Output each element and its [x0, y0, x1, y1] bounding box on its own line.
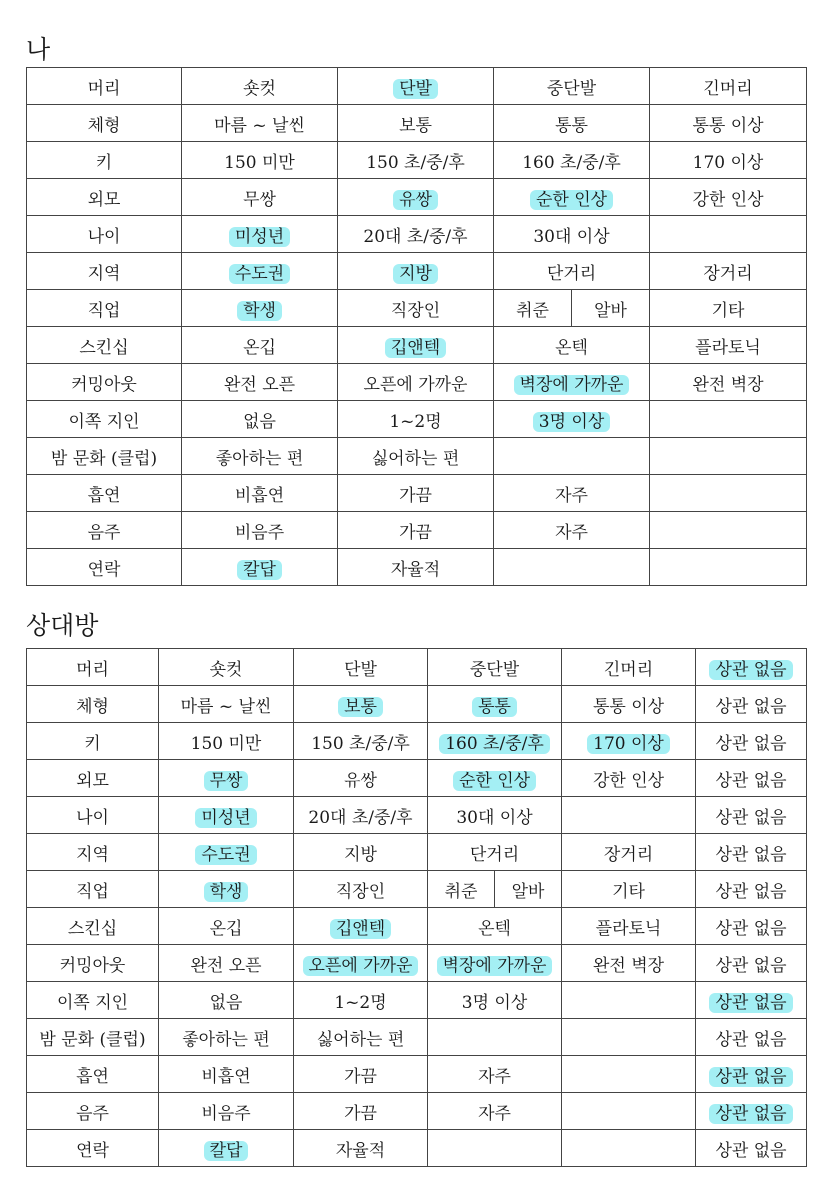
me-option-text: 유쌍	[393, 190, 438, 210]
me-option-cell	[338, 364, 494, 401]
me-row	[27, 549, 807, 586]
me-row-label: 이쪽 지인	[27, 401, 182, 438]
me-option-text: 완전 벽장	[692, 374, 764, 395]
me-option-cell	[338, 179, 494, 216]
partner-row-label: 흡연	[27, 1056, 159, 1093]
partner-option-text: 가끔	[344, 1103, 377, 1124]
partner-option-cell	[562, 908, 696, 945]
section-title-me: 나	[26, 35, 51, 64]
partner-option-cell	[428, 1019, 562, 1056]
partner-row	[27, 649, 807, 686]
partner-option-text: 없음	[209, 992, 243, 1013]
partner-option-cell	[159, 649, 294, 686]
partner-option-text: 오픈에 가까운	[303, 956, 419, 976]
partner-option-text: 강한 인상	[592, 770, 665, 791]
partner-option-cell	[294, 945, 428, 982]
me-option-cell	[494, 68, 650, 105]
me-option-cell	[182, 438, 338, 475]
partner-option-cell	[428, 797, 562, 834]
partner-option-text: 마름 ~ 날씬	[180, 696, 272, 717]
me-option-cell	[182, 512, 338, 549]
partner-row-label: 나이	[27, 797, 159, 834]
partner-row	[27, 686, 807, 723]
me-option-text: 자주	[555, 485, 588, 506]
partner-option-text: 깁앤텍	[330, 919, 391, 939]
me-row-label: 체형	[27, 105, 182, 142]
partner-option-cell	[294, 982, 428, 1019]
me-option-text: 플라토닉	[695, 337, 761, 358]
partner-row	[27, 797, 807, 834]
me-option-cell	[338, 290, 494, 327]
me-option-cell	[338, 142, 494, 179]
partner-row-label: 키	[27, 723, 159, 760]
me-option-cell	[650, 327, 807, 364]
partner-option-cell	[294, 908, 428, 945]
partner-option-cell	[696, 1019, 807, 1056]
partner-option-cell	[428, 1093, 562, 1130]
me-row	[27, 253, 807, 290]
me-option-text: 통통	[555, 115, 588, 136]
partner-option-text: 자율적	[335, 1140, 386, 1161]
partner-option-cell	[696, 760, 807, 797]
partner-option-text: 장거리	[603, 844, 654, 865]
partner-option-text: 싫어하는 편	[316, 1029, 405, 1050]
me-row-label: 연락	[27, 549, 182, 586]
partner-option-text: 상관 없음	[715, 807, 787, 828]
partner-option-cell	[159, 686, 294, 723]
me-option-cell	[494, 401, 650, 438]
me-option-cell	[182, 475, 338, 512]
partner-option-cell	[696, 797, 807, 834]
me-option-cell	[494, 105, 650, 142]
me-row-label: 흡연	[27, 475, 182, 512]
partner-option-text: 비흡연	[201, 1066, 251, 1087]
partner-option-text: 30대 이상	[456, 807, 533, 828]
partner-option-text: 가끔	[344, 1066, 377, 1087]
partner-row-label: 밤 문화 (클럽)	[27, 1019, 159, 1056]
partner-row-label: 체형	[27, 686, 159, 723]
me-option-cell	[494, 179, 650, 216]
partner-option-cell	[159, 797, 294, 834]
partner-option-cell	[428, 686, 562, 723]
partner-option-cell	[294, 1056, 428, 1093]
partner-option-cell	[159, 1056, 294, 1093]
me-option-text: 단발	[393, 79, 438, 99]
me-option-text: 20대 초/중/후	[363, 226, 468, 247]
my-preferences-table	[26, 67, 807, 586]
me-option-cell	[182, 253, 338, 290]
partner-option-text: 자주	[478, 1066, 511, 1087]
partner-row-label: 음주	[27, 1093, 159, 1130]
me-option-text: 비음주	[234, 522, 285, 543]
partner-row	[27, 834, 807, 871]
partner-option-text: 150 초/중/후	[311, 733, 410, 754]
me-option-cell	[650, 438, 807, 475]
me-option-cell	[650, 549, 807, 586]
me-option-text: 완전 오픈	[223, 374, 296, 395]
me-option-text: 수도권	[229, 264, 290, 284]
partner-option-cell	[428, 723, 562, 760]
partner-option-cell	[159, 1093, 294, 1130]
me-option-text: 좋아하는 편	[215, 448, 304, 469]
partner-preferences-table	[26, 648, 807, 1167]
partner-option-text: 20대 초/중/후	[308, 807, 413, 828]
partner-option-cell	[294, 760, 428, 797]
partner-row-label: 커밍아웃	[27, 945, 159, 982]
me-row	[27, 512, 807, 549]
partner-row-label: 외모	[27, 760, 159, 797]
me-row	[27, 216, 807, 253]
partner-option-cell	[159, 834, 294, 871]
me-option-text: 무쌍	[243, 189, 276, 210]
partner-option-text: 좋아하는 편	[182, 1029, 270, 1050]
partner-option-text: 수도권	[195, 845, 256, 865]
me-row	[27, 364, 807, 401]
partner-row	[27, 945, 807, 982]
partner-option-cell	[562, 982, 696, 1019]
partner-option-cell	[562, 723, 696, 760]
me-option-text: 단거리	[546, 263, 597, 284]
me-option-cell	[338, 105, 494, 142]
partner-option-text: 자주	[478, 1103, 511, 1124]
partner-row-label: 지역	[27, 834, 159, 871]
partner-option-cell	[562, 945, 696, 982]
partner-option-text: 순한 인상	[453, 771, 536, 791]
me-option-cell	[182, 327, 338, 364]
partner-row	[27, 1093, 807, 1130]
me-option-cell	[182, 364, 338, 401]
partner-option-text: 지방	[344, 844, 377, 865]
partner-option-cell	[696, 1056, 807, 1093]
me-option-cell	[494, 512, 650, 549]
me-option-cell	[650, 68, 807, 105]
me-option-cell	[650, 290, 807, 327]
me-option-text: 온텍	[555, 337, 588, 358]
me-row-label: 나이	[27, 216, 182, 253]
me-option-text: 마름 ~ 날씬	[214, 115, 305, 136]
me-option-cell	[650, 253, 807, 290]
partner-option-cell	[696, 945, 807, 982]
partner-option-text: 상관 없음	[715, 844, 787, 865]
partner-option-text: 3명 이상	[461, 992, 528, 1013]
partner-option-text: 상관 없음	[715, 733, 787, 754]
partner-option-cell	[294, 797, 428, 834]
me-row	[27, 475, 807, 512]
me-option-text: 강한 인상	[692, 189, 764, 210]
me-option-cell	[338, 438, 494, 475]
partner-option-text: 비음주	[201, 1103, 251, 1124]
partner-option-text: 상관 없음	[715, 918, 787, 939]
partner-option-text: 상관 없음	[709, 1104, 792, 1124]
me-row-label: 직업	[27, 290, 182, 327]
partner-option-text: 상관 없음	[715, 770, 787, 791]
me-option-text: 160 초/중/후	[522, 152, 621, 173]
me-option-cell	[650, 105, 807, 142]
partner-row	[27, 760, 807, 797]
me-option-text: 중단발	[546, 78, 597, 99]
partner-option-text: 상관 없음	[715, 696, 787, 717]
me-row-label: 스킨십	[27, 327, 182, 364]
partner-option-text: 단거리	[469, 844, 520, 865]
partner-option-cell	[428, 834, 562, 871]
me-option-cell	[494, 438, 650, 475]
me-option-text: 숏컷	[243, 78, 276, 99]
me-option-text: 직장인	[390, 300, 441, 321]
partner-option-text: 무쌍	[204, 771, 249, 791]
partner-option-cell	[696, 649, 807, 686]
me-option-cell	[182, 105, 338, 142]
me-option-cell	[182, 68, 338, 105]
me-option-text: 3명 이상	[533, 412, 611, 432]
me-row-label: 밤 문화 (클럽)	[27, 438, 182, 475]
me-option-cell	[182, 142, 338, 179]
partner-row	[27, 723, 807, 760]
partner-option-text: 취준	[444, 881, 478, 902]
me-option-cell	[494, 142, 650, 179]
partner-option-text: 상관 없음	[715, 955, 787, 976]
partner-option-cell	[696, 834, 807, 871]
me-option-cell	[338, 549, 494, 586]
partner-option-cell	[562, 797, 696, 834]
me-option-cell	[338, 401, 494, 438]
me-option-text: 자율적	[390, 559, 441, 580]
me-option-text: 보통	[399, 115, 432, 136]
partner-row	[27, 1019, 807, 1056]
me-option-cell	[338, 253, 494, 290]
partner-option-cell	[696, 723, 807, 760]
partner-option-text: 완전 오픈	[190, 955, 262, 976]
me-option-cell	[338, 475, 494, 512]
me-option-cell	[494, 290, 650, 327]
partner-option-text: 단발	[344, 659, 377, 680]
partner-option-cell	[294, 1093, 428, 1130]
section-title-partner: 상대방	[26, 611, 99, 640]
partner-option-cell	[159, 945, 294, 982]
me-option-cell	[650, 475, 807, 512]
partner-option-cell	[428, 1130, 562, 1167]
partner-option-cell	[428, 871, 562, 908]
partner-row-label: 연락	[27, 1130, 159, 1167]
me-option-text: 온깁	[243, 337, 276, 358]
me-option-text: 싫어하는 편	[371, 448, 460, 469]
me-option-cell	[494, 364, 650, 401]
partner-option-cell	[562, 1056, 696, 1093]
partner-option-cell	[294, 834, 428, 871]
partner-option-text: 온텍	[478, 918, 511, 939]
me-option-text: 장거리	[703, 263, 753, 284]
me-option-cell	[494, 253, 650, 290]
partner-option-cell	[159, 723, 294, 760]
partner-option-cell	[294, 649, 428, 686]
partner-option-text: 기타	[612, 881, 645, 902]
me-option-cell	[182, 290, 338, 327]
partner-row	[27, 1056, 807, 1093]
me-option-cell	[338, 512, 494, 549]
me-row	[27, 401, 807, 438]
me-option-cell	[182, 179, 338, 216]
partner-row-label: 직업	[27, 871, 159, 908]
partner-option-cell	[294, 871, 428, 908]
partner-option-text: 학생	[204, 882, 249, 902]
me-option-text: 미성년	[229, 227, 290, 247]
me-row	[27, 438, 807, 475]
me-row-label: 음주	[27, 512, 182, 549]
partner-option-text: 온깁	[209, 918, 243, 939]
partner-row	[27, 908, 807, 945]
partner-option-text: 상관 없음	[715, 1029, 787, 1050]
partner-option-cell	[294, 686, 428, 723]
me-option-text: 가끔	[399, 485, 432, 506]
partner-option-text: 상관 없음	[709, 660, 792, 680]
partner-option-text: 상관 없음	[715, 881, 787, 902]
partner-option-cell	[696, 686, 807, 723]
me-option-text: 자주	[555, 522, 588, 543]
me-option-cell	[494, 549, 650, 586]
partner-option-cell	[562, 1093, 696, 1130]
me-option-text: 가끔	[399, 522, 432, 543]
partner-row	[27, 871, 807, 908]
me-option-cell	[650, 216, 807, 253]
partner-option-cell	[428, 908, 562, 945]
me-option-cell	[338, 68, 494, 105]
partner-row-label: 머리	[27, 649, 159, 686]
me-option-cell	[650, 512, 807, 549]
me-option-cell	[494, 327, 650, 364]
partner-option-cell	[696, 908, 807, 945]
partner-option-text: 알바	[511, 881, 545, 902]
me-option-text: 기타	[711, 300, 745, 321]
partner-option-cell	[159, 1130, 294, 1167]
partner-option-text: 직장인	[335, 881, 386, 902]
partner-row-label: 이쪽 지인	[27, 982, 159, 1019]
me-option-cell	[338, 327, 494, 364]
partner-option-text: 중단발	[469, 659, 520, 680]
me-row	[27, 68, 807, 105]
partner-option-text: 숏컷	[209, 659, 243, 680]
partner-option-cell	[696, 982, 807, 1019]
partner-option-cell	[696, 1093, 807, 1130]
partner-option-cell	[562, 686, 696, 723]
me-option-text: 통통 이상	[692, 115, 764, 136]
me-option-text: 지방	[393, 264, 438, 284]
me-option-cell	[182, 216, 338, 253]
me-option-text: 오픈에 가까운	[363, 374, 468, 395]
me-option-text: 알바	[594, 300, 627, 321]
me-option-cell	[182, 401, 338, 438]
me-row	[27, 142, 807, 179]
partner-option-text: 긴머리	[603, 659, 654, 680]
me-row	[27, 290, 807, 327]
partner-option-text: 1~2명	[334, 992, 387, 1013]
partner-option-text: 칼답	[204, 1141, 249, 1161]
partner-row	[27, 1130, 807, 1167]
me-row	[27, 105, 807, 142]
me-option-text: 순한 인상	[530, 190, 613, 210]
partner-option-cell	[428, 1056, 562, 1093]
partner-option-cell	[562, 1019, 696, 1056]
me-option-text: 150 초/중/후	[366, 152, 465, 173]
me-option-cell	[494, 475, 650, 512]
partner-option-text: 벽장에 가까운	[437, 956, 553, 976]
me-option-text: 벽장에 가까운	[514, 375, 630, 395]
me-option-text: 칼답	[237, 560, 282, 580]
partner-option-cell	[159, 760, 294, 797]
partner-option-text: 통통	[472, 697, 517, 717]
me-option-cell	[182, 549, 338, 586]
partner-option-text: 통통 이상	[592, 696, 665, 717]
partner-option-text: 보통	[338, 697, 383, 717]
partner-option-cell	[159, 1019, 294, 1056]
partner-option-cell	[294, 1130, 428, 1167]
partner-option-cell	[428, 982, 562, 1019]
me-row-label: 머리	[27, 68, 182, 105]
me-option-cell	[338, 216, 494, 253]
partner-option-cell	[562, 871, 696, 908]
me-row-label: 커밍아웃	[27, 364, 182, 401]
me-row-label: 외모	[27, 179, 182, 216]
partner-option-cell	[159, 982, 294, 1019]
me-option-text: 150 미만	[224, 152, 295, 173]
partner-option-text: 150 미만	[190, 733, 262, 754]
me-option-cell	[494, 216, 650, 253]
partner-option-cell	[696, 871, 807, 908]
partner-option-cell	[294, 723, 428, 760]
me-row-label: 지역	[27, 253, 182, 290]
partner-option-cell	[562, 649, 696, 686]
partner-option-text: 유쌍	[344, 770, 377, 791]
me-row	[27, 179, 807, 216]
me-option-text: 긴머리	[703, 78, 753, 99]
me-option-cell	[650, 179, 807, 216]
partner-option-text: 미성년	[195, 808, 256, 828]
me-option-text: 170 이상	[692, 152, 764, 173]
partner-option-cell	[696, 1130, 807, 1167]
me-option-text: 깁앤텍	[385, 338, 446, 358]
partner-option-cell	[159, 908, 294, 945]
partner-option-cell	[428, 945, 562, 982]
me-option-text: 학생	[237, 301, 282, 321]
me-option-text: 1~2명	[389, 411, 442, 432]
me-option-cell	[650, 142, 807, 179]
me-option-cell	[650, 401, 807, 438]
me-option-text: 취준	[516, 300, 549, 321]
partner-row	[27, 982, 807, 1019]
me-row	[27, 327, 807, 364]
me-option-text: 30대 이상	[533, 226, 610, 247]
partner-option-cell	[294, 1019, 428, 1056]
partner-option-text: 상관 없음	[709, 1067, 792, 1087]
partner-option-cell	[562, 834, 696, 871]
partner-option-text: 상관 없음	[709, 993, 792, 1013]
partner-option-cell	[428, 649, 562, 686]
partner-option-cell	[159, 871, 294, 908]
partner-option-cell	[562, 1130, 696, 1167]
partner-option-text: 플라토닉	[595, 918, 662, 939]
me-option-text: 비흡연	[234, 485, 285, 506]
me-option-cell	[650, 364, 807, 401]
partner-option-cell	[428, 760, 562, 797]
me-row-label: 키	[27, 142, 182, 179]
partner-option-text: 160 초/중/후	[439, 734, 550, 754]
me-option-text: 없음	[243, 411, 276, 432]
partner-option-text: 완전 벽장	[592, 955, 665, 976]
partner-option-cell	[562, 760, 696, 797]
partner-option-text: 170 이상	[587, 734, 670, 754]
partner-row-label: 스킨십	[27, 908, 159, 945]
partner-option-text: 상관 없음	[715, 1140, 787, 1161]
